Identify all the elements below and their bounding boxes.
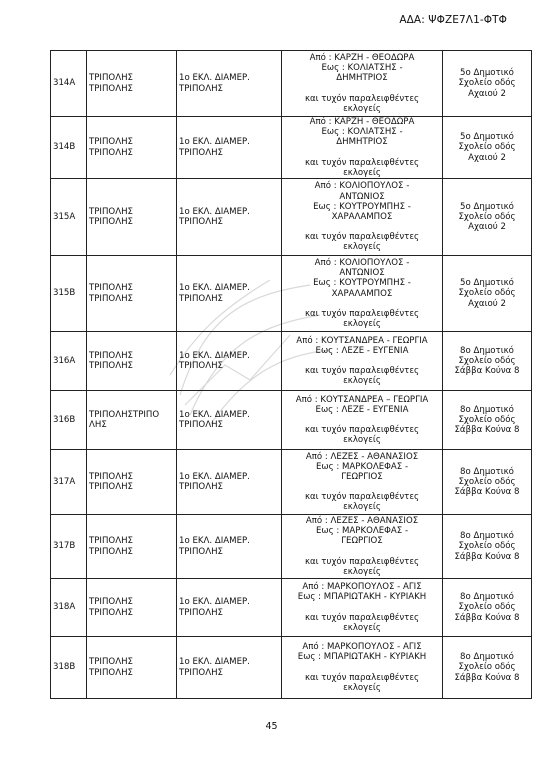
- cell-line: 8ο Δημοτικό: [460, 652, 514, 663]
- cell-line: Σάββα Κούνα 8: [454, 487, 520, 498]
- spacer: [284, 547, 440, 557]
- voter-range-cell: [282, 51, 443, 117]
- spacer: [284, 663, 440, 673]
- cell-line: Σχολείο οδός: [458, 541, 516, 552]
- table-row: [51, 391, 532, 450]
- cell-line: εκλογείς: [343, 318, 381, 329]
- cell-line: ΤΡΙΠΟΛΗΣ: [89, 147, 133, 158]
- cell-line: Εως : ΜΑΡΚΟΛΕΦΑΣ -: [315, 461, 409, 472]
- cell-line: Αχαιού 2: [468, 152, 506, 163]
- cell-line: ΤΡΙΠΟΛΗΣ: [89, 471, 133, 482]
- cell-line: ΤΡΙΠΟΛΗΣ: [179, 667, 223, 678]
- table-row: [51, 450, 532, 515]
- cell-line: Από : ΚΑΡΖΗ - ΘΕΟΔΩΡΑ: [309, 52, 415, 63]
- cell-line: 1ο ΕΚΛ. ΔΙΑΜΕΡ.: [179, 137, 250, 148]
- cell-line: και τυχόν παραλειφθέντες: [304, 93, 420, 104]
- station-code: 316Β: [51, 391, 87, 450]
- cell-line: ΤΡΙΠΟΛΗΣ: [179, 420, 223, 431]
- cell-line: Από : ΛΕΖΕΣ - ΑΘΑΝΑΣΙΟΣ: [305, 516, 419, 526]
- municipality-cell: [87, 579, 177, 637]
- cell-line: και τυχόν παραλειφθέντες: [304, 232, 420, 243]
- cell-line: ΔΗΜΗΤΡΙΟΣ: [336, 137, 388, 148]
- cell-line: Σχολείο οδός: [458, 414, 516, 425]
- cell-line: 8ο Δημοτικό: [460, 345, 514, 356]
- cell-line: ΤΡΙΠΟΛΗΣ: [179, 482, 223, 493]
- cell-line: 1ο ΕΚΛ. ΔΙΑΜΕΡ.: [179, 471, 250, 482]
- cell-line: Από : ΚΟΥΤΣΑΝΔΡΕΑ – ΓΕΩΡΓΙΑ: [295, 394, 429, 405]
- cell-line: Εως : ΚΟΥΤΡΟΥΜΠΗΣ -: [313, 278, 411, 289]
- cell-line: Σχολείο οδός: [458, 476, 516, 487]
- cell-line: εκλογείς: [343, 502, 381, 513]
- cell-line: ΓΕΩΡΓΙΟΣ: [341, 536, 383, 547]
- cell-line: εκλογείς: [343, 376, 381, 387]
- cell-line: και τυχόν παραλειφθέντες: [304, 612, 420, 623]
- cell-line: ΤΡΙΠΟΛΗΣ: [89, 350, 133, 361]
- cell-line: 1ο ΕΚΛ. ΔΙΑΜΕΡ.: [179, 283, 250, 294]
- department-cell: [177, 256, 282, 332]
- cell-line: Σχολείο οδός: [458, 602, 516, 613]
- department-cell: [177, 117, 282, 179]
- polling-location-cell: [443, 117, 532, 179]
- cell-line: ΤΡΙΠΟΛΗΣ: [179, 361, 223, 372]
- polling-location-cell: [443, 637, 532, 699]
- cell-line: 8ο Δημοτικό: [460, 531, 514, 542]
- table-row: [51, 579, 532, 637]
- cell-line: εκλογείς: [343, 622, 381, 633]
- cell-line: ΤΡΙΠΟΛΗΣ: [89, 607, 133, 618]
- municipality-cell: [87, 332, 177, 391]
- voter-range-cell: [282, 637, 443, 699]
- cell-line: Από : ΛΕΖΕΣ - ΑΘΑΝΑΣΙΟΣ: [305, 451, 419, 462]
- cell-line: εκλογείς: [343, 566, 381, 577]
- voter-range-cell: [282, 179, 443, 256]
- cell-line: Σχολείο οδός: [458, 288, 516, 299]
- cell-line: εκλογείς: [343, 242, 381, 253]
- municipality-cell: [87, 391, 177, 450]
- table-row: [51, 332, 532, 391]
- cell-line: 5ο Δημοτικό: [460, 201, 514, 212]
- table-row: [51, 515, 532, 579]
- table-row: [51, 117, 532, 179]
- polling-location-cell: [443, 391, 532, 450]
- department-cell: [177, 51, 282, 117]
- municipality-cell: [87, 51, 177, 117]
- cell-line: ΛΗΣ: [89, 420, 107, 431]
- cell-line: ΤΡΙΠΟΛΗΣ: [89, 482, 133, 493]
- cell-line: εκλογείς: [343, 103, 381, 114]
- ada-header: ΑΔΑ: ΨΦΖΕ7Λ1-ΦΤΦ: [399, 14, 507, 26]
- cell-line: ΤΡΙΠΟΛΗΣ: [179, 147, 223, 158]
- cell-line: ΤΡΙΠΟΛΗΣ: [89, 597, 133, 608]
- cell-line: ΤΡΙΠΟΛΗΣ: [89, 536, 133, 547]
- cell-line: ΤΡΙΠΟΛΗΣ: [89, 217, 133, 228]
- cell-line: 5ο Δημοτικό: [460, 68, 514, 79]
- cell-line: Αχαιού 2: [468, 298, 506, 309]
- cell-line: ΤΡΙΠΟΛΗΣ: [89, 73, 133, 84]
- cell-line: και τυχόν παραλειφθέντες: [304, 425, 420, 436]
- cell-line: Από : ΚΟΛΙΟΠΟΥΛΟΣ -: [314, 257, 410, 268]
- cell-line: ΧΑΡΑΛΑΜΠΟΣ: [331, 288, 393, 299]
- cell-line: και τυχόν παραλειφθέντες: [304, 366, 420, 377]
- cell-line: ΤΡΙΠΟΛΗΣ: [89, 293, 133, 304]
- cell-line: Σάββα Κούνα 8: [454, 366, 520, 377]
- cell-line: εκλογείς: [343, 435, 381, 446]
- voter-range-cell: [282, 117, 443, 179]
- polling-location-cell: [443, 179, 532, 256]
- voter-range-cell: [282, 450, 443, 515]
- cell-line: Σάββα Κούνα 8: [454, 425, 520, 436]
- cell-line: ΤΡΙΠΟΛΗΣ: [89, 546, 133, 557]
- polling-location-cell: [443, 515, 532, 579]
- cell-line: Από : ΜΑΡΚΟΠΟΥΛΟΣ - ΑΓΙΣ: [302, 582, 422, 593]
- department-cell: [177, 515, 282, 579]
- cell-line: Από : ΚΟΛΙΟΠΟΥΛΟΣ -: [314, 181, 410, 192]
- table-row: [51, 637, 532, 699]
- cell-line: 8ο Δημοτικό: [460, 466, 514, 477]
- department-cell: [177, 179, 282, 256]
- cell-line: Εως : ΛΕΖΕ - ΕΥΓΕΝΙΑ: [315, 404, 409, 415]
- cell-line: ΤΡΙΠΟΛΗΣ: [179, 83, 223, 94]
- cell-line: Σχολείο οδός: [458, 211, 516, 222]
- cell-line: Εως : ΚΟΛΙΑΤΣΗΣ -: [321, 63, 403, 74]
- municipality-cell: [87, 256, 177, 332]
- municipality-cell: [87, 117, 177, 179]
- spacer: [284, 603, 440, 613]
- municipality-cell: [87, 179, 177, 256]
- cell-line: 1ο ΕΚΛ. ΔΙΑΜΕΡ.: [179, 409, 250, 420]
- cell-line: Εως : ΚΟΥΤΡΟΥΜΠΗΣ -: [313, 201, 411, 212]
- spacer: [284, 482, 440, 492]
- cell-line: Εως : ΜΑΡΚΟΛΕΦΑΣ -: [315, 526, 409, 537]
- cell-line: Σάββα Κούνα 8: [454, 612, 520, 623]
- station-code: 315Β: [51, 256, 87, 332]
- spacer: [284, 356, 440, 366]
- cell-line: ΤΡΙΠΟΛΗΣ: [179, 293, 223, 304]
- cell-line: ΤΡΙΠΟΛΗΣ: [89, 137, 133, 148]
- cell-line: 1ο ΕΚΛ. ΔΙΑΜΕΡ.: [179, 536, 250, 547]
- cell-line: και τυχόν παραλειφθέντες: [304, 556, 420, 567]
- cell-line: Από : ΜΑΡΚΟΠΟΥΛΟΣ - ΑΓΙΣ: [302, 642, 422, 653]
- polling-location-cell: [443, 579, 532, 637]
- cell-line: ΤΡΙΠΟΛΗΣ: [89, 83, 133, 94]
- table-row: [51, 51, 532, 117]
- cell-line: ΤΡΙΠΟΛΗΣΤΡΙΠΟ: [89, 409, 160, 420]
- table-row: [51, 256, 532, 332]
- cell-line: ΤΡΙΠΟΛΗΣ: [89, 667, 133, 678]
- station-code: 314Β: [51, 117, 87, 179]
- department-cell: [177, 637, 282, 699]
- cell-line: και τυχόν παραλειφθέντες: [304, 157, 420, 168]
- table-row: [51, 179, 532, 256]
- cell-line: και τυχόν παραλειφθέντες: [304, 492, 420, 503]
- department-cell: [177, 332, 282, 391]
- cell-line: Εως : ΜΠΑΡΙΩΤΑΚΗ - ΚΥΡΙΑΚΗ: [297, 652, 427, 663]
- municipality-cell: [87, 637, 177, 699]
- cell-line: ΑΝΤΩΝΙΟΣ: [339, 268, 385, 279]
- cell-line: 8ο Δημοτικό: [460, 592, 514, 603]
- cell-line: 1ο ΕΚΛ. ΔΙΑΜΕΡ.: [179, 597, 250, 608]
- spacer: [284, 222, 440, 232]
- polling-location-cell: [443, 450, 532, 515]
- cell-line: ΤΡΙΠΟΛΗΣ: [89, 657, 133, 668]
- cell-line: Σάββα Κούνα 8: [454, 551, 520, 562]
- cell-line: και τυχόν παραλειφθέντες: [304, 672, 420, 683]
- station-code: 316Α: [51, 332, 87, 391]
- cell-line: ΤΡΙΠΟΛΗΣ: [179, 607, 223, 618]
- cell-line: 5ο Δημοτικό: [460, 278, 514, 289]
- cell-line: 1ο ΕΚΛ. ΔΙΑΜΕΡ.: [179, 657, 250, 668]
- cell-line: Σχολείο οδός: [458, 78, 516, 89]
- cell-line: ΑΝΤΩΝΙΟΣ: [339, 191, 385, 202]
- cell-line: ΧΑΡΑΛΑΜΠΟΣ: [331, 212, 393, 223]
- cell-line: Από : ΚΑΡΖΗ - ΘΕΟΔΩΡΑ: [309, 117, 415, 127]
- station-code: 318Α: [51, 579, 87, 637]
- cell-line: Σχολείο οδός: [458, 142, 516, 153]
- cell-line: και τυχόν παραλειφθέντες: [304, 308, 420, 319]
- station-code: 317Α: [51, 450, 87, 515]
- cell-line: ΤΡΙΠΟΛΗΣ: [179, 217, 223, 228]
- page-number: 45: [265, 721, 278, 732]
- station-code: 315Α: [51, 179, 87, 256]
- spacer: [284, 148, 440, 158]
- cell-line: Σχολείο οδός: [458, 355, 516, 366]
- polling-location-cell: [443, 256, 532, 332]
- spacer: [284, 415, 440, 425]
- cell-line: ΔΗΜΗΤΡΙΟΣ: [336, 73, 388, 84]
- cell-line: εκλογείς: [343, 167, 381, 178]
- cell-line: Εως : ΛΕΖΕ - ΕΥΓΕΝΙΑ: [315, 345, 409, 356]
- cell-line: 1ο ΕΚΛ. ΔΙΑΜΕΡ.: [179, 350, 250, 361]
- cell-line: ΤΡΙΠΟΛΗΣ: [89, 361, 133, 372]
- polling-stations-table: [50, 50, 532, 699]
- cell-line: Από : ΚΟΥΤΣΑΝΔΡΕΑ - ΓΕΩΡΓΙΑ: [296, 335, 428, 346]
- department-cell: [177, 450, 282, 515]
- cell-line: Σάββα Κούνα 8: [454, 672, 520, 683]
- cell-line: Αχαιού 2: [468, 222, 506, 233]
- cell-line: ΤΡΙΠΟΛΗΣ: [179, 546, 223, 557]
- voter-range-cell: [282, 579, 443, 637]
- cell-line: Σχολείο οδός: [458, 662, 516, 673]
- spacer: [284, 299, 440, 309]
- cell-line: ΤΡΙΠΟΛΗΣ: [89, 283, 133, 294]
- voter-range-cell: [282, 332, 443, 391]
- cell-line: Εως : ΜΠΑΡΙΩΤΑΚΗ - ΚΥΡΙΑΚΗ: [297, 592, 427, 603]
- cell-line: Αχαιού 2: [468, 88, 506, 99]
- spacer: [284, 84, 440, 94]
- cell-line: Εως : ΚΟΛΙΑΤΣΗΣ -: [321, 127, 403, 138]
- voter-range-cell: [282, 515, 443, 579]
- cell-line: 5ο Δημοτικό: [460, 132, 514, 143]
- voter-range-cell: [282, 391, 443, 450]
- station-code: 318Β: [51, 637, 87, 699]
- department-cell: [177, 391, 282, 450]
- cell-line: ΤΡΙΠΟΛΗΣ: [89, 206, 133, 217]
- voter-range-cell: [282, 256, 443, 332]
- cell-line: εκλογείς: [343, 682, 381, 693]
- department-cell: [177, 579, 282, 637]
- polling-location-cell: [443, 51, 532, 117]
- station-code: 317Β: [51, 515, 87, 579]
- station-code: 314Α: [51, 51, 87, 117]
- municipality-cell: [87, 450, 177, 515]
- cell-line: 8ο Δημοτικό: [460, 404, 514, 415]
- polling-location-cell: [443, 332, 532, 391]
- cell-line: ΓΕΩΡΓΙΟΣ: [341, 471, 383, 482]
- cell-line: 1ο ΕΚΛ. ΔΙΑΜΕΡ.: [179, 73, 250, 84]
- cell-line: 1ο ΕΚΛ. ΔΙΑΜΕΡ.: [179, 206, 250, 217]
- municipality-cell: [87, 515, 177, 579]
